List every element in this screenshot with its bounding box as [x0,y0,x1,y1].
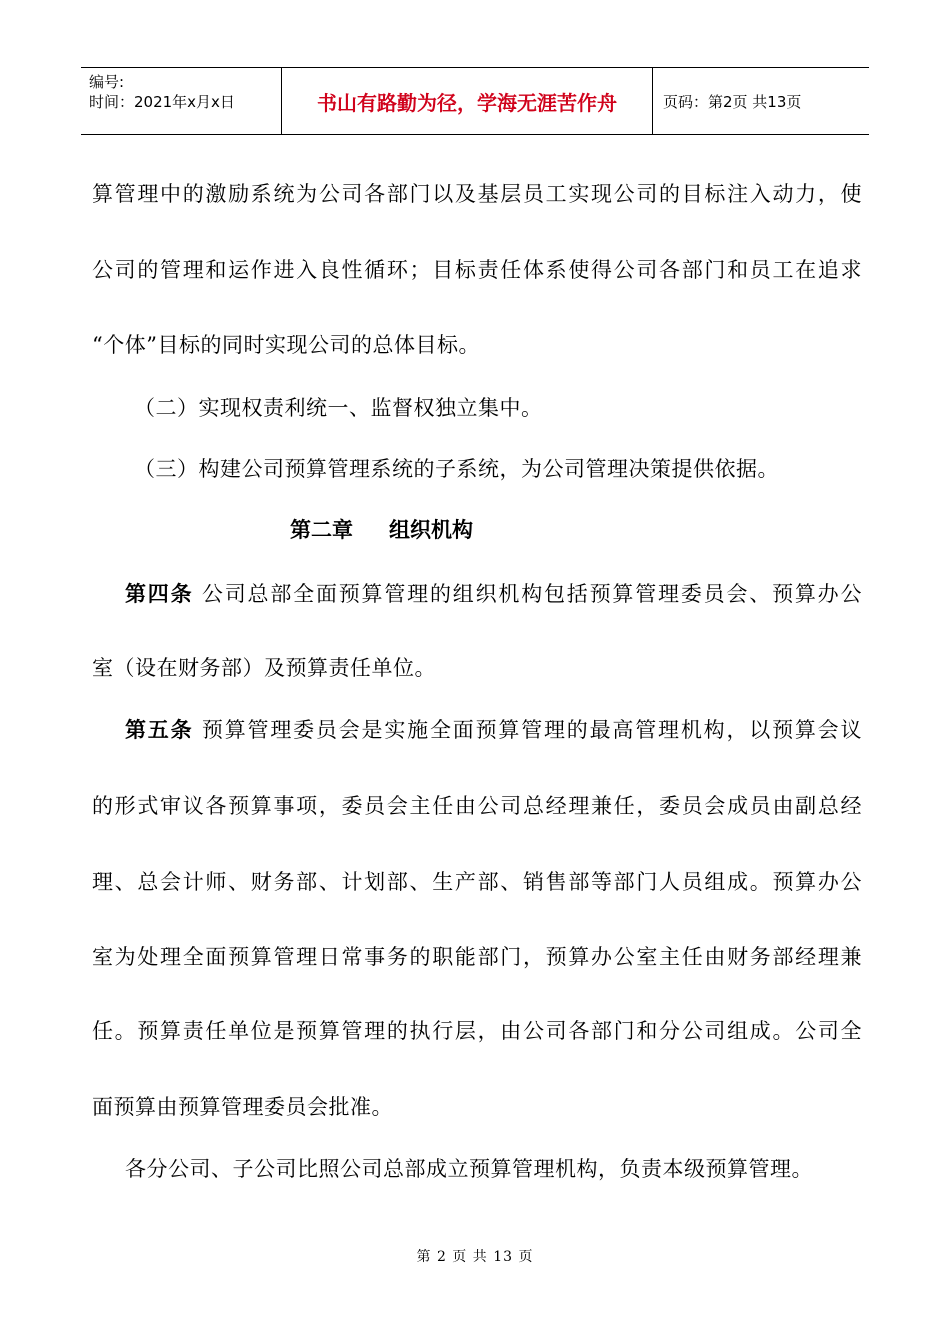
paragraph-line: 算管理中的激励系统为公司各部门以及基层员工实现公司的目标注入动力，使 [92,182,862,206]
header-page-label: 页码：第2页 共13页 [663,92,802,111]
paragraph-line: 室（设在财务部）及预算责任单位。 [92,656,436,680]
article-5-text: 预算管理委员会是实施全面预算管理的最高管理机构，以预算会议 [201,718,862,742]
paragraph-line: 室为处理全面预算管理日常事务的职能部门，预算办公室主任由财务部经理兼 [92,945,862,969]
paragraph-line: 面预算由预算管理委员会批准。 [92,1095,393,1119]
paragraph-line: 的形式审议各预算事项，委员会主任由公司总经理兼任，委员会成员由副总经 [92,794,862,818]
article-4-text: 公司总部全面预算管理的组织机构包括预算管理委员会、预算办公 [201,582,862,606]
chapter-heading [290,516,473,544]
article-5-label: 第五条 [125,718,194,742]
article-4-first-line [125,580,862,608]
list-item-2: （二）实现权责利统一、监督权独立集中。 [134,396,543,420]
paragraph-line: 公司的管理和运作进入良性循环；目标责任体系使得公司各部门和员工在追求 [92,258,862,282]
paragraph-line: “个体”目标的同时实现公司的总体目标。 [92,333,480,357]
header-meta [81,68,281,134]
article-5-first-line [125,716,862,744]
chapter-number: 第二章 [290,518,353,542]
article-4-label: 第四条 [125,582,194,606]
page-footer: 第 2 页 共 13 页 [416,1249,534,1265]
header-motto: 书山有路勤为径，学海无涯苦作舟 [281,68,653,134]
number-label: 编号: [89,73,125,91]
paragraph-last: 各分公司、子公司比照公司总部成立预算管理机构，负责本级预算管理。 [125,1157,813,1181]
date-label: 时间：2021年x月x日 [89,93,235,111]
document-header [81,67,869,135]
chapter-title: 组织机构 [389,518,473,542]
paragraph-line: 任。预算责任单位是预算管理的执行层，由公司各部门和分公司组成。公司全 [92,1019,862,1043]
paragraph-line: 理、总会计师、财务部、计划部、生产部、销售部等部门人员组成。预算办公 [92,870,862,894]
list-item-3: （三）构建公司预算管理系统的子系统，为公司管理决策提供依据。 [134,457,779,481]
